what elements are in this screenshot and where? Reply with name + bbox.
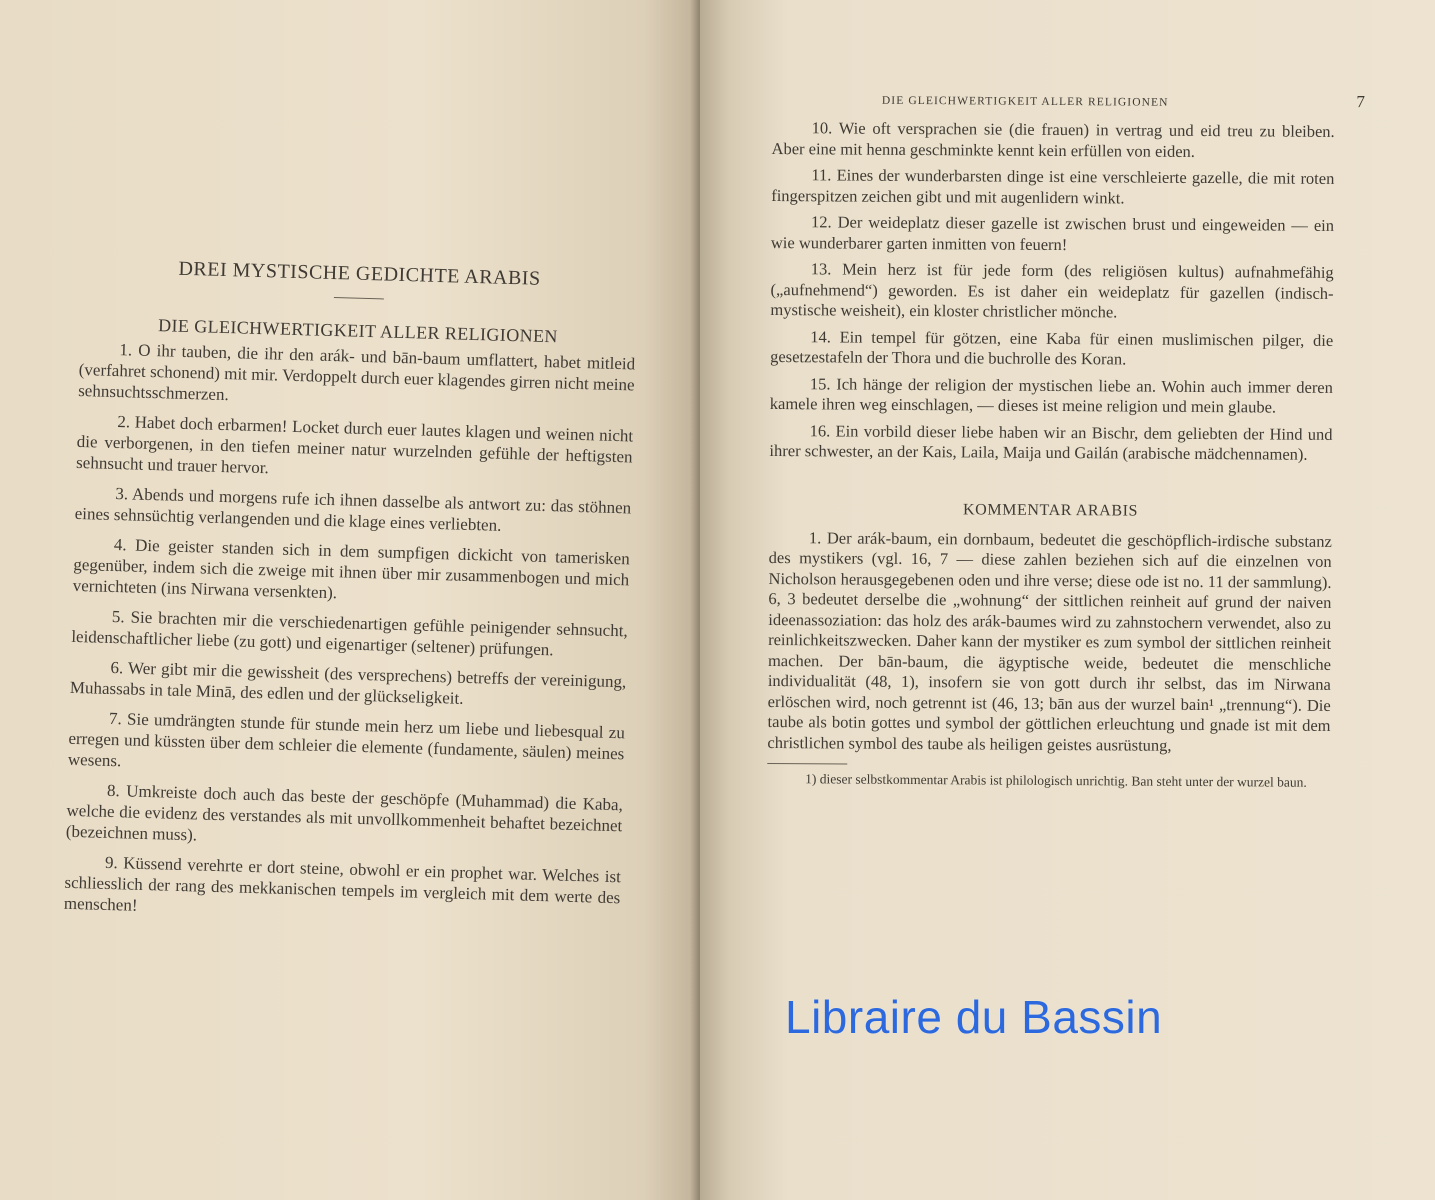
verse-paragraph: 8. Umkreiste doch auch das beste der geschöpfe (Muhammad) die Kaba, welche die evidenz des verstandes als mit unvollkommenheit behaftet bezeichnet (bezeichnen muss).: [65, 780, 624, 845]
verse-paragraph: 12. Der weideplatz dieser gazelle ist zwischen brust und eingeweiden — ein wie wunderbarer garten inmitten von feuern!: [770, 212, 1335, 254]
poem-title: DIE GLEICHWERTIGKEIT ALLER RELIGIONEN: [157, 315, 559, 347]
verse-paragraph: 16. Ein vorbild dieser liebe haben wir an Bischr, dem geliebten der Hind und ihrer schwester, an der Kais, Laila, Maija und Gailán (arabische mädchennamen).: [769, 420, 1333, 464]
left-page-text: [64, 255, 638, 929]
left-verses: [64, 338, 636, 929]
verse-paragraph: 4. Die geister standen sich in dem sumpfigen dickicht von tamerisken gegenüber, indem sich die zweige mit ihnen über mir zusammenbogen und mich vernichteten (ins Nirwana versenkten).: [72, 535, 630, 603]
verse-paragraph: 14. Ein tempel für götzen, eine Kaba für einen muslimischen pilger, die gesetzestafeln der Thora und die buchrolle des Koran.: [770, 326, 1334, 369]
verse-paragraph: 6. Wer gibt mir die gewissheit (des versprechens) betreffs der vereinigung, Muhassabs in tale Minā, des edlen und der glückseligkeit.: [69, 657, 627, 708]
verse-paragraph: 11. Eines der wunderbarsten dinge ist eine verschleierte gazelle, die mit roten fingerspitzen zeichen gibt und mit augenlidern winkt.: [771, 165, 1335, 207]
verse-paragraph: 13. Mein herz ist für jede form (des religiösen kultus) aufnahmefähig („aufnehmend“) geworden. Es ist daher ein weideplatz für gazellen (indisch-mystische weisheit), ein kloster christlicher mönche.: [770, 259, 1334, 322]
running-head-title: DIE GLEICHWERTIGKEIT ALLER RELIGIONEN: [881, 94, 1169, 109]
running-head: [772, 88, 1365, 112]
commentary-title: KOMMENTAR ARABIS: [962, 500, 1139, 520]
footnote: 1) dieser selbstkommentar Arabis ist philologisch unrichtig. Ban steht unter der wurzel baun.: [805, 771, 1307, 790]
right-verses: [769, 118, 1334, 465]
right-page-text: [767, 88, 1365, 791]
footnote-rule: [767, 763, 847, 765]
watermark-text: Libraire du Bassin: [785, 991, 1163, 1043]
verse-paragraph: 3. Abends und morgens rufe ich ihnen dasselbe als antwort zu: das stöhnen eines sehnsüchtig verlangenden und die klage eines verliebten.: [74, 484, 632, 535]
left-page: [0, 0, 700, 1200]
verse-paragraph: 1. O ihr tauben, die ihr den arák- und bān-baum umflattert, habet mitleid (verfahret schonend) mit mir. Verdoppelt durch euer klagendes girren nicht meine sehnsuchtsschmerzen.: [77, 340, 636, 405]
title-rule: [334, 297, 384, 299]
commentary-paragraph: 1. Der arák-baum, ein dornbaum, bedeutet die geschöpflich-irdische substanz des mystikers (vgl. 16, 7 — diese zahlen beziehen sich auf die einzelnen von Nicholson herausgegebenen oden und ihre verse; diese ode ist no. 11 der sammlung). 6, 3 bedeutet derselbe die „wohnung“ der sittlichen reinheit auf grund der naiven ideenassoziation: das holz des arák-baumes wird zu zahnstochern verwendet, also zu reinlichkeitszwecken. Daher kann der mystiker es zum symbol der sittlichen reinheit machen. Der bān-baum, die ägyptische weide, bedeutet die menschliche individualität (48, 1), insofern sie von gott durch ihr selbst, das im Nirwana erlöschen wird, noch getrennt ist (46, 13; bān aus der wurzel bain¹ „trennung“). Die taube als botin gottes und symbol der göttlichen erleuchtung und gnade ist mit dem christlichen symbol des taube als heiligen geistes ausrüstung,: [767, 527, 1332, 755]
verse-paragraph: 10. Wie oft versprachen sie (die frauen) in vertrag und eid treu zu bleiben. Aber eine mit henna geschminkte kennt kein erfüllen von eiden.: [771, 118, 1335, 161]
verse-paragraph: 15. Ich hänge der religion der mystischen liebe an. Wohin auch immer deren kamele ihren weg einschlagen, — dieses ist meine religion und mein glaube.: [769, 373, 1333, 417]
verse-paragraph: 9. Küssend verehrte er dort steine, obwohl er ein prophet war. Welches ist schliesslich der rang des mekkanischen tempels im vergleich mit dem werte des menschen!: [63, 852, 622, 915]
page-title: DREI MYSTISCHE GEDICHTE ARABIS: [178, 257, 541, 290]
verse-paragraph: 2. Habet doch erbarmen! Locket durch euer lautes klagen und weinen nicht die verborgenen, in den tiefen meiner natur wurzelnden gefühle der heftigsten sehnsucht und trauer hervor.: [75, 412, 634, 478]
verse-paragraph: 5. Sie brachten mir die verschiedenartigen gefühle peinigender sehnsucht, leidenschaftlicher liebe (zu gott) und eigenartiger (seltener) prüfungen.: [71, 606, 628, 660]
page-number: 7: [1356, 92, 1365, 112]
verse-paragraph: 7. Sie umdrängten stunde für stunde mein herz um liebe und liebesqual zu erregen und küssten über dem schleier die elemente (fundamente, säulen) meines wesens.: [67, 708, 626, 771]
